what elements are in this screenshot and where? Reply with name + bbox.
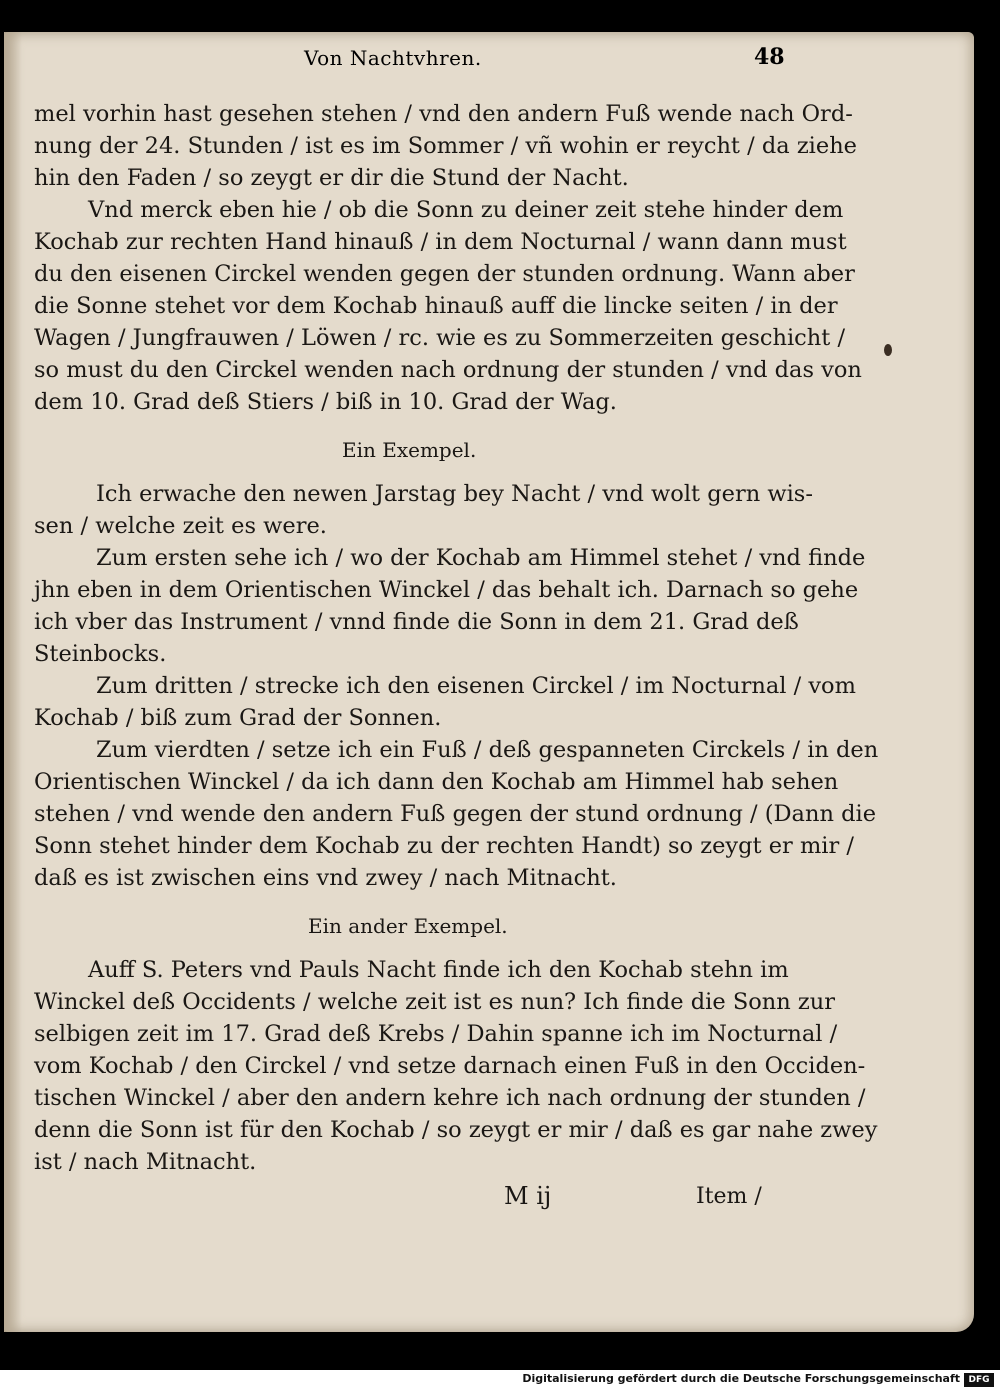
text-line: du den eisenen Circkel wenden gegen der stunden ordnung. Wann aber [34, 261, 855, 287]
text-line: Orientischen Winckel / da ich dann den Kochab am Himmel hab sehen [34, 769, 839, 795]
text-line: die Sonne stehet vor dem Kochab hinauß auff die lincke seiten / in der [34, 293, 838, 319]
text-line: Auff S. Peters vnd Pauls Nacht finde ich den Kochab stehn im [88, 957, 789, 983]
text-line: Steinbocks. [34, 641, 167, 667]
text-line: Winckel deß Occidents / welche zeit ist es nun? Ich finde die Sonn zur [34, 989, 836, 1015]
text-line: Ich erwache den newen Jarstag bey Nacht / vnd wolt gern wis- [96, 481, 813, 507]
text-line: Kochab / biß zum Grad der Sonnen. [34, 705, 442, 731]
signature-mark: M ij [504, 1182, 552, 1210]
text-line: Sonn stehet hinder dem Kochab zu der rechten Handt) so zeygt er mir / [34, 833, 854, 859]
text-line: ist / nach Mitnacht. [34, 1149, 257, 1175]
text-line: Vnd merck eben hie / ob die Sonn zu deiner zeit stehe hinder dem [88, 197, 844, 223]
text-line: Zum ersten sehe ich / wo der Kochab am Himmel stehet / vnd finde [96, 545, 866, 571]
text-line: dem 10. Grad deß Stiers / biß in 10. Grad der Wag. [34, 389, 617, 415]
dfg-logo: DFG [964, 1373, 994, 1387]
book-page [4, 32, 974, 1332]
text-line: so must du den Circkel wenden nach ordnung der stunden / vnd das von [34, 357, 862, 383]
text-line: Wagen / Jungfrauwen / Löwen / rc. wie es zu Sommerzeiten geschicht / [34, 325, 846, 351]
text-line: ich vber das Instrument / vnnd finde die Sonn in dem 21. Grad deß [34, 609, 799, 635]
text-line: selbigen zeit im 17. Grad deß Krebs / Dahin spanne ich im Nocturnal / [34, 1021, 838, 1047]
text-line: daß es ist zwischen eins vnd zwey / nach Mitnacht. [34, 865, 617, 891]
section-heading: Ein Exempel. [342, 438, 477, 462]
section-heading: Ein ander Exempel. [308, 914, 508, 938]
text-line: Zum dritten / strecke ich den eisenen Circkel / im Nocturnal / vom [96, 673, 856, 699]
text-line: tischen Winckel / aber den andern kehre ich nach ordnung der stunden / [34, 1085, 866, 1111]
text-line: Zum vierdten / setze ich ein Fuß / deß gespanneten Circkels / in den [96, 737, 879, 763]
text-line: nung der 24. Stunden / ist es im Sommer / vñ wohin er reycht / da ziehe [34, 133, 857, 159]
text-line: mel vorhin hast gesehen stehen / vnd den andern Fuß wende nach Ord- [34, 101, 853, 127]
page-number: 48 [754, 44, 785, 70]
digitization-footer [0, 1370, 1000, 1391]
text-line: Kochab zur rechten Hand hinauß / in dem Nocturnal / wann dann must [34, 229, 847, 255]
catchword: Item / [696, 1184, 762, 1209]
funding-notice: Digitalisierung gefördert durch die Deutsche Forschungsgemeinschaft [522, 1372, 960, 1385]
text-line: vom Kochab / den Circkel / vnd setze darnach einen Fuß in den Occiden- [34, 1053, 866, 1079]
ink-spot [884, 344, 892, 356]
text-line: hin den Faden / so zeygt er dir die Stund der Nacht. [34, 165, 629, 191]
text-line: sen / welche zeit es were. [34, 513, 327, 539]
text-line: stehen / vnd wende den andern Fuß gegen der stund ordnung / (Dann die [34, 801, 877, 827]
text-line: denn die Sonn ist für den Kochab / so zeygt er mir / daß es gar nahe zwey [34, 1117, 878, 1143]
text-line: jhn eben in dem Orientischen Winckel / das behalt ich. Darnach so gehe [34, 577, 859, 603]
running-head: Von Nachtvhren. [304, 46, 482, 70]
